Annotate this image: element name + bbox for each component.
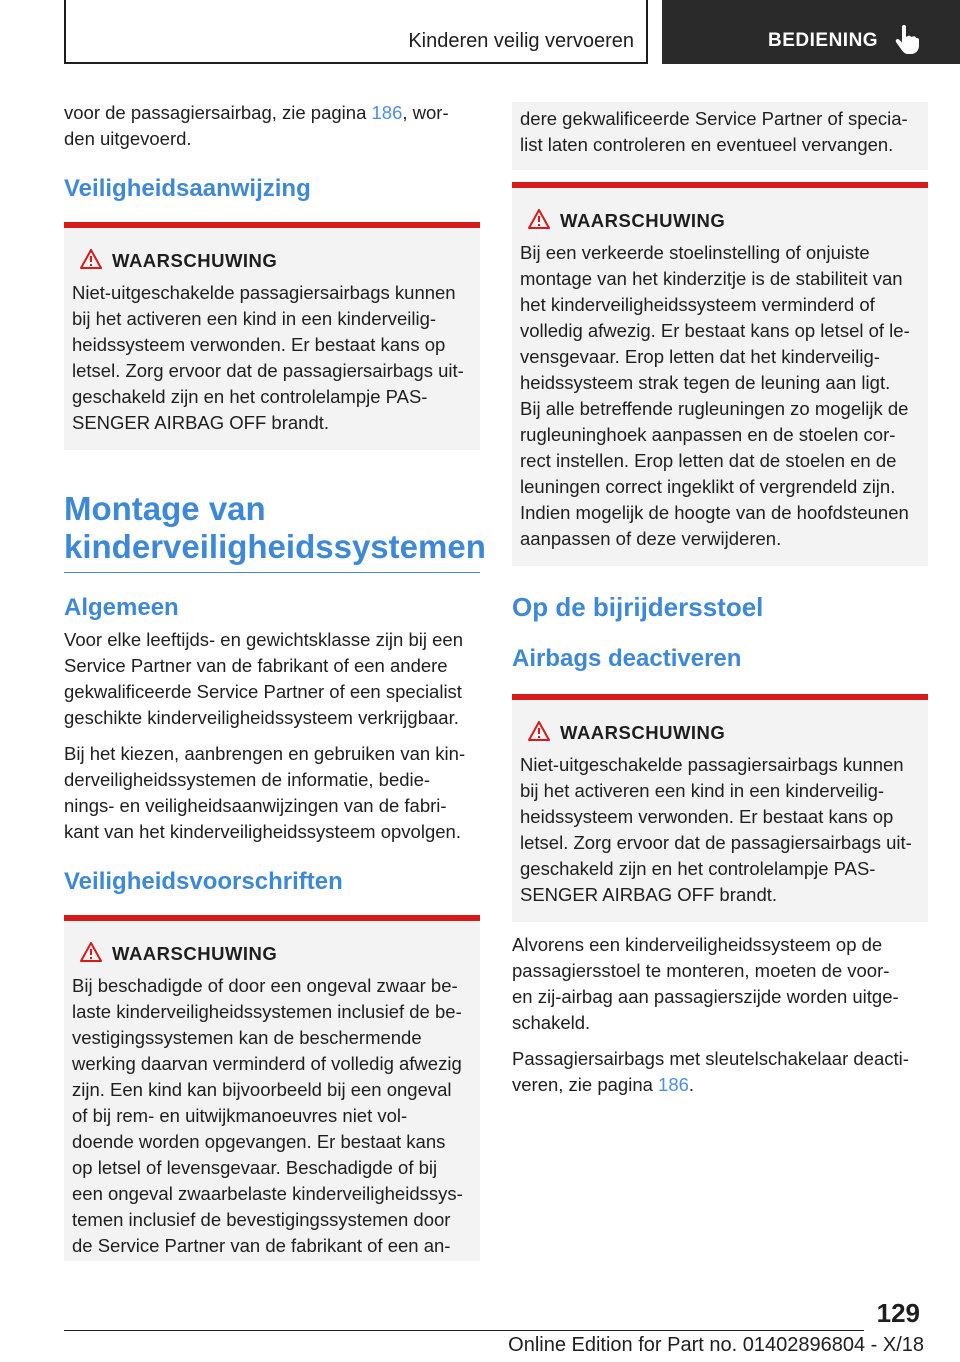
body-paragraph-2: Passagiersairbags met sleutelschakelaar deacti- veren, zie pagina 186. [512, 1048, 909, 1095]
warning-text: dere gekwalificeerde Service Partner of specia- list laten controleren en eventueel vervangen. [520, 108, 908, 155]
pointing-hand-icon [894, 25, 920, 55]
heading-general: Algemeen [64, 594, 179, 621]
warning-triangle-icon [528, 721, 550, 741]
left-column [64, 100, 486, 1261]
warning-box [512, 182, 928, 566]
warning-text: Bij een verkeerde stoelinstelling of onjuiste montage van het kinderzitje is de stabiliteit van het kinderveiligheidssysteem verminderd of volledig afwezig. Er bestaat kans op letsel of le- vensgevaar. Erop letten dat het kinderveilig- heidssysteem strak tegen de leuning aan ligt. Bij alle betreffende rugleuningen zo mogelijk de rugleuninghoek aanpassen en de stoelen cor- rect instellen. Erop letten dat de stoelen en de leuningen correct ingeklikt of vergrendeld zijn. Indien mogelijk de hoogte van de hoofdsteunen aanpassen of deze verwijderen. [520, 242, 910, 549]
warning-title: WAARSCHUWING [560, 210, 726, 231]
warning-text: Bij beschadigde of door een ongeval zwaar be- laste kinderveiligheidssystemen inclusief de be- vestigingssystemen kan de beschermende werking daarvan verminderd of volledig afwezig zijn. Een kind kan bijvoorbeeld bij een ongeval of bij rem- en uitwijkmanoeuvres niet vol- doende worden opgevangen. Er bestaat kans op letsel of levensgevaar. Beschadigde of bij een ongeval zwaarbelaste kinderveiligheidssys- temen inclusief de bevestigingssystemen door de Service Partner van de fabrikant of een an- [72, 975, 463, 1256]
header-chapter-title: BEDIENING [768, 30, 879, 51]
header-section-box [64, 0, 648, 64]
warning-box [512, 694, 928, 922]
warning-triangle-icon [80, 249, 102, 269]
heading-safety-note: Veiligheidsaanwijzing [64, 175, 311, 202]
warning-triangle-icon [80, 942, 102, 962]
heading-deactivate-airbags: Airbags deactiveren [512, 645, 742, 672]
page-link-186[interactable]: 186 [371, 102, 403, 123]
heading-mounting: Montage van kinderveiligheidssystemen [64, 490, 486, 565]
general-paragraph-2: Bij het kiezen, aanbrengen en gebruiken van kin- derveiligheidssystemen de informatie, bedie- nings- en veiligheidsaanwijzingen van de fabri- kant van het kinderveiligheidssysteem opvolgen. [64, 743, 466, 842]
warning-triangle-icon [528, 209, 550, 229]
heading-passenger-seat: Op de bijrijdersstoel [512, 592, 764, 622]
warning-text: Niet-uitgeschakelde passagiersairbags kunnen bij het activeren een kind in een kinderveilig- heidssysteem verwonden. Er bestaat kans op letsel. Zorg ervoor dat de passagiersairbags uit- geschakeld zijn en het controlelampje PAS- SENGER AIRBAG OFF brandt. [520, 754, 912, 905]
footer-divider [64, 1330, 864, 1331]
footer-edition: Online Edition for Part no. 01402896804 - X/18 [508, 1334, 924, 1356]
general-paragraph-1: Voor elke leeftijds- en gewichtsklasse zijn bij een Service Partner van de fabrikant of een andere gekwalificeerde Service Partner of een specialist geschikte kinderveiligheidssysteem verkrijgbaar. [64, 629, 463, 728]
warning-text: Niet-uitgeschakelde passagiersairbags kunnen bij het activeren een kind in een kinderveilig- heidssysteem verwonden. Er bestaat kans op letsel. Zorg ervoor dat de passagiersairbags uit- geschakeld zijn en het controlelampje PAS- SENGER AIRBAG OFF brandt. [72, 282, 464, 433]
page-link-186[interactable]: 186 [658, 1074, 689, 1095]
section-heading [64, 490, 486, 573]
body-paragraph-1: Alvorens een kinderveiligheidssysteem op de passagiersstoel te monteren, moeten de voor- en zij-airbag aan passagierszijde worden uitge- schakeld. [512, 934, 899, 1033]
right-column [512, 102, 928, 1108]
warning-title: WAARSCHUWING [112, 943, 278, 964]
warning-title: WAARSCHUWING [560, 722, 726, 743]
header-chapter-tab [662, 0, 960, 64]
page-number: 129 [876, 1298, 920, 1328]
warning-box [64, 915, 480, 1261]
warning-box [64, 222, 480, 450]
warning-title: WAARSCHUWING [112, 250, 278, 271]
header-section-title: Kinderen veilig vervoeren [408, 30, 634, 52]
intro-paragraph: voor de passagiersairbag, zie pagina 186, wor- den uitgevoerd. [64, 102, 449, 149]
warning-continuation [512, 102, 928, 170]
heading-safety-rules: Veiligheidsvoorschriften [64, 868, 343, 895]
